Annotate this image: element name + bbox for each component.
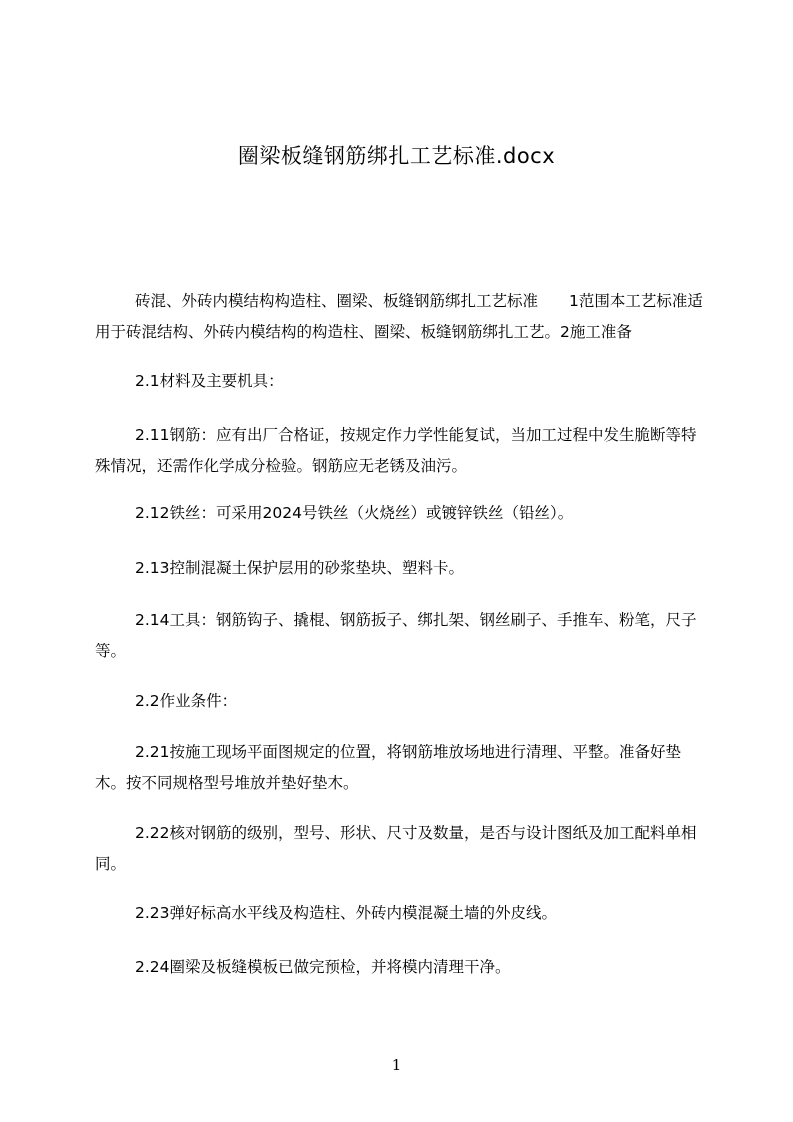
paragraph-text: 2.14工具：钢筋钩子、撬棍、钢筋扳子、绑扎架、钢丝刷子、手推车、粉笔，尺子等。 bbox=[95, 611, 697, 660]
paragraph-text: 2.1材料及主要机具： bbox=[135, 372, 284, 390]
paragraph-text: 2.2作业条件： bbox=[135, 692, 238, 710]
paragraph-text: 2.12铁丝：可采用2024号铁丝（火烧丝）或镀锌铁丝（铅丝）。 bbox=[135, 504, 574, 522]
paragraph-text: 2.22核对钢筋的级别，型号、形状、尺寸及数量，是否与设计图纸及加工配料单相同。 bbox=[95, 824, 697, 873]
paragraph-text: 砖混、外砖内模结构构造柱、圈梁、板缝钢筋绑扎工艺标准 1范围本工艺标准适用于砖混结构、外砖内模结构的构造柱、圈梁、板缝钢筋绑扎工艺。2施工准备 bbox=[95, 292, 703, 341]
paragraph-iron-wire bbox=[95, 498, 705, 529]
paragraph-tools bbox=[95, 605, 705, 667]
paragraph-steel-bars bbox=[95, 420, 705, 482]
paragraph-spacer-blocks bbox=[95, 553, 705, 584]
paragraph-work-conditions-heading bbox=[95, 686, 705, 717]
paragraph-formwork-inspection bbox=[95, 952, 705, 983]
paragraph-text: 2.23弹好标高水平线及构造柱、外砖内模混凝土墙的外皮线。 bbox=[135, 904, 558, 922]
paragraph-intro bbox=[95, 286, 705, 348]
paragraph-materials-heading bbox=[95, 366, 705, 397]
paragraph-text: 2.11钢筋：应有出厂合格证，按规定作力学性能复试，当加工过程中发生脆断等特殊情况，还需作化学成分检验。钢筋应无老锈及油污。 bbox=[95, 426, 697, 475]
document-title: 圈梁板缝钢筋绑扎工艺标准.docx bbox=[237, 144, 556, 168]
paragraph-text: 2.24圈梁及板缝模板已做完预检，并将模内清理干净。 bbox=[135, 958, 511, 976]
paragraph-text: 2.13控制混凝土保护层用的砂浆垫块、塑料卡。 bbox=[135, 559, 465, 577]
paragraph-verify-bars bbox=[95, 818, 705, 880]
paragraph-text: 2.21按施工现场平面图规定的位置，将钢筋堆放场地进行清理、平整。准备好垫木。按不同规格型号堆放并垫好垫木。 bbox=[95, 743, 682, 792]
page-number: 1 bbox=[391, 1056, 402, 1074]
paragraph-layout-lines bbox=[95, 898, 705, 929]
paragraph-site-preparation bbox=[95, 737, 705, 799]
